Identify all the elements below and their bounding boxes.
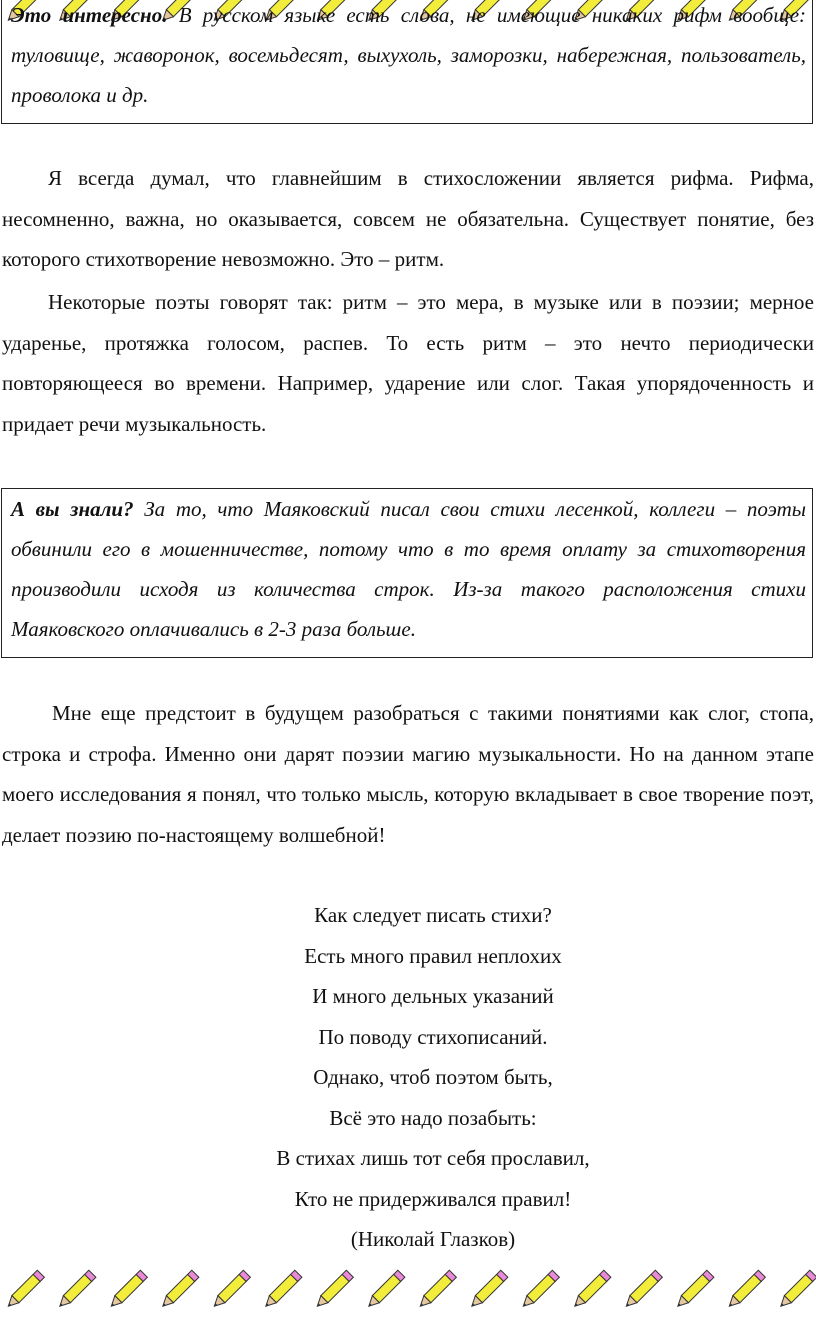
pencil-icon bbox=[468, 1270, 508, 1310]
pencil-icon bbox=[777, 1270, 816, 1310]
pencil-icon bbox=[365, 1270, 405, 1310]
pencil-icon bbox=[314, 1270, 354, 1310]
pencil-icon bbox=[211, 1270, 251, 1310]
pencil-icon bbox=[623, 1270, 663, 1310]
fact-box-mayakovsky bbox=[1, 488, 813, 658]
fact-box-rhymes-lead: Это интересно. bbox=[11, 3, 168, 27]
poem-line: По поводу стихописаний. bbox=[318, 1024, 548, 1049]
paragraph-conclusion: Мне еще предстоит в будущем разобраться с такими понятиями как слог, стопа, строка и строфа. Именно они дарят поэзии магию музыкальности. Но на данном этапе моего исследования я понял, что только мысль, которую вкладывает в свое творение поэт, делает поэзию по-настоящему волшебной! bbox=[2, 701, 814, 847]
paragraph-rhyme: Я всегда думал, что главнейшим в стихосложении является рифма. Рифма, несомненно, важна, но оказывается, совсем не обязательна. Существует понятие, без которого стихотворение невозможно. Это – ритм. bbox=[2, 166, 814, 271]
poem-line: Всё это надо позабыть: bbox=[329, 1105, 537, 1130]
pencil-border-bottom-icons bbox=[0, 1262, 816, 1322]
pencil-icon bbox=[108, 1270, 148, 1310]
pencil-icon bbox=[417, 1270, 457, 1310]
pencil-icon bbox=[56, 1270, 96, 1310]
fact-box-rhymes-text: В русском языке есть слова, не имеющие никаких рифм вообще: туловище, жаворонок, восемьдесят, выхухоль, заморозки, набережная, пользователь, проволока и др. bbox=[11, 3, 807, 107]
poem bbox=[0, 895, 816, 1260]
fact-box-mayakovsky-lead: А вы знали? bbox=[11, 497, 134, 521]
poem-author: (Николай Глазков) bbox=[350, 1227, 516, 1251]
poem-line: В стихах лишь тот себя прославил, bbox=[276, 1146, 590, 1170]
poem-line: Кто не придерживался правил! bbox=[294, 1186, 572, 1211]
paragraph-rhythm: Некоторые поэты говорят так: ритм – это мера, в музыке или в поэзии; мерное ударенье, протяжка голосом, распев. То есть ритм – это нечто периодически повторяющееся во времени. Например, ударение или слог. Такая упорядоченность и придает речи музыкальность. bbox=[2, 290, 814, 436]
pencil-icon bbox=[520, 1270, 560, 1310]
fact-box-mayakovsky-text: За то, что Маяковский писал свои стихи лесенкой, коллеги – поэты обвинили его в мошенничестве, потому что в то время оплату за стихотворения производили исходя из количества строк. Из-за такого расположения стихи Маяковского оплачивались в 2-3 раза больше. bbox=[11, 497, 806, 641]
poem-line: Как следует писать стихи? bbox=[314, 903, 552, 927]
pencil-icon bbox=[159, 1270, 199, 1310]
pencil-icon bbox=[674, 1270, 714, 1310]
poem-line: Есть много правил неплохих bbox=[304, 943, 562, 968]
poem-line: И много дельных указаний bbox=[312, 984, 554, 1008]
pencil-icon bbox=[262, 1270, 302, 1310]
pencil-icon bbox=[726, 1270, 766, 1310]
poem-line: Однако, чтоб поэтом быть, bbox=[313, 1065, 553, 1089]
pencil-border-bottom bbox=[0, 1262, 816, 1322]
fact-box-rhymes bbox=[1, 0, 813, 124]
pencil-icon bbox=[571, 1270, 611, 1310]
pencil-icon bbox=[5, 1270, 45, 1310]
